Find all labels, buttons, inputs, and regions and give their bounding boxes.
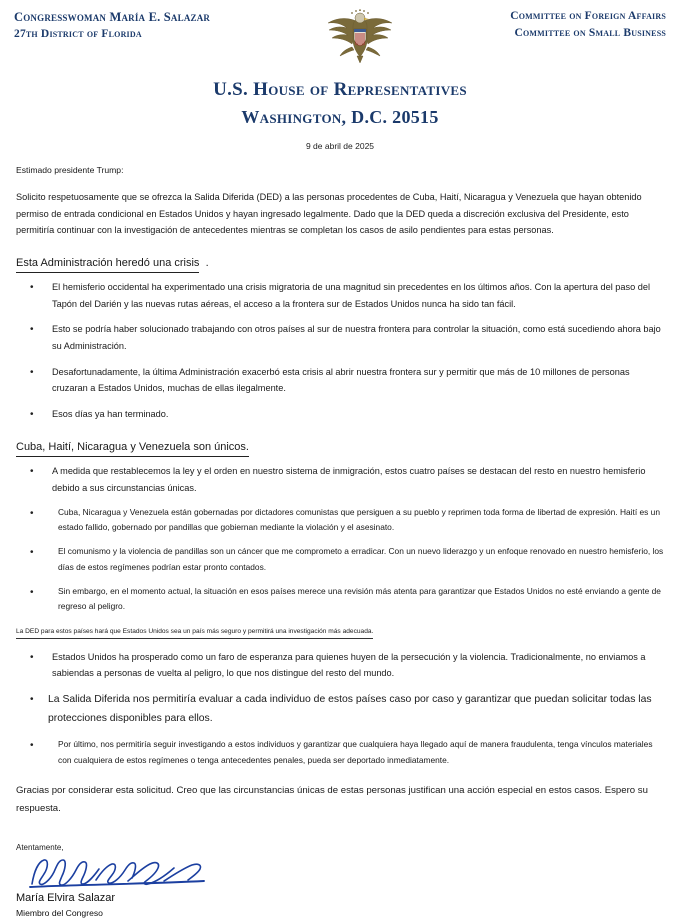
handwritten-signature [24,854,214,890]
list-item: • Por último, nos permitiría seguir investigando a estos individuos y garantizar que cualquiera haya llegado aquí de manera fraudulenta, tenga vínculos materiales con cualquiera de estos regímenes o tenga antecedentes penales, pueda ser deportado inmediatamente. [42,737,664,767]
title-washington: Washington, D.C. 20515 [241,106,439,127]
list-item: • A medida que restablecemos la ley y el orden en nuestro sistema de inmigración, estos cuatro países se destacan del resto en nuestro hemisferio debido a sus circunstancias únicas. [42,463,664,496]
list-item: • El comunismo y la violencia de pandillas son un cáncer que me comprometo a erradicar. Con un nuevo liderazgo y un enfoque renovado en nuestro hemisferio, los días de estos regímenes podrían estar pronto contados. [42,544,664,574]
list-item: • Estados Unidos ha prosperado como un faro de esperanza para quienes huyen de la persecución y la violencia. Tradicionalmente, no enviamos a sabiendas a personas de vuelta al peligro, lo que nos distingue del resto del mundo. [42,649,664,682]
section1-heading-suffix: . [205,257,209,270]
closing-word: Atentamente, [16,843,64,853]
document-title-block [0,76,680,131]
letter-date: 9 de abril de 2025 [305,140,375,151]
title-house: U.S. House of Representatives [213,79,467,100]
list-item: • Cuba, Nicaragua y Venezuela están gobernadas por dictadores comunistas que persiguen a su pueblo y reprimen toda forma de libertad de expresión. Haití es un estado fallido, gobernado por pandillas que gobiernan mediante la violación y el asesinato. [42,505,664,535]
salutation: Estimado presidente Trump: [16,164,124,175]
committee-foreign-affairs: Committee on Foreign Affairs [510,10,666,22]
list-item: • Esos días ya han terminado. [42,406,664,423]
signature-block [0,843,680,918]
letter-body [0,163,680,820]
congresswoman-name: Congresswoman María E. Salazar [14,10,211,24]
letterhead [0,0,680,62]
eagle-seal-icon [314,6,406,68]
section3-underlined-note: La DED para estos países hará que Estados Unidos sea un país más seguro y permitirá una investigación más adecuada. [16,627,373,639]
section3-bullets [16,649,664,768]
list-item: • Esto se podría haber solucionado trabajando con otros países al sur de nuestra frontera para controlar la situación, como está sucediendo ahora bajo su Administración. [42,321,664,354]
closing-paragraph: Gracias por considerar esta solicitud. Creo que las circunstancias únicas de estas personas justifican una acción especial en estos casos. Espero su respuesta. [16,784,648,815]
list-item: • La Salida Diferida nos permitiría evaluar a cada individuo de estos países caso por caso y garantizar que puedan solicitar todas las protecciones disponibles para ellos. [42,691,664,728]
list-item: • Sin embargo, en el momento actual, la situación en esos países merece una revisión más atenta para garantizar que Estados Unidos no esté enviando a gente de regreso al peligro. [42,584,664,614]
signer-title: Miembro del Congreso [16,908,103,918]
section2-bullets [16,463,664,614]
section1-bullets [16,279,664,422]
section2-heading-row [16,432,664,461]
letterhead-right [510,6,666,41]
list-item: • El hemisferio occidental ha experimentado una crisis migratoria de una magnitud sin precedentes en los últimos años. Con la apertura del paso del Tapón del Darién y las nuevas rutas aéreas, el acceso a la frontera sur de Estados Unidos nunca ha sido tan fácil. [42,279,664,312]
list-item: • Desafortunadamente, la última Administración exacerbó esta crisis al abrir nuestra frontera sur y permitir que más de 10 millones de personas cruzaran a Estados Unidos, muchas de ellas ilegalmente. [42,364,664,397]
section1-heading-row [16,248,664,277]
section2-heading: Cuba, Haití, Nicaragua y Venezuela son únicos. [16,440,249,457]
district-label: 27th District of Florida [14,28,142,41]
intro-paragraph: Solicito respetuosamente que se ofrezca la Salida Diferida (DED) a las personas procedentes de Cuba, Haití, Nicaragua y Venezuela que hayan obtenido permiso de entrada condicional en Estados Unidos y hayan ingresado legalmente. Dado que la DED queda a discreción exclusiva del Presidente, esto permitiría continuar con la investigación de antecedentes mientras se completan los casos de asilo pendientes para estas personas. [16,192,642,236]
section3-note-row [16,623,664,647]
signer-name: María Elvira Salazar [16,892,116,905]
committee-small-business: Committee on Small Business [514,26,666,39]
section1-heading: Esta Administración heredó una crisis [16,256,199,273]
letterhead-left [14,6,210,43]
